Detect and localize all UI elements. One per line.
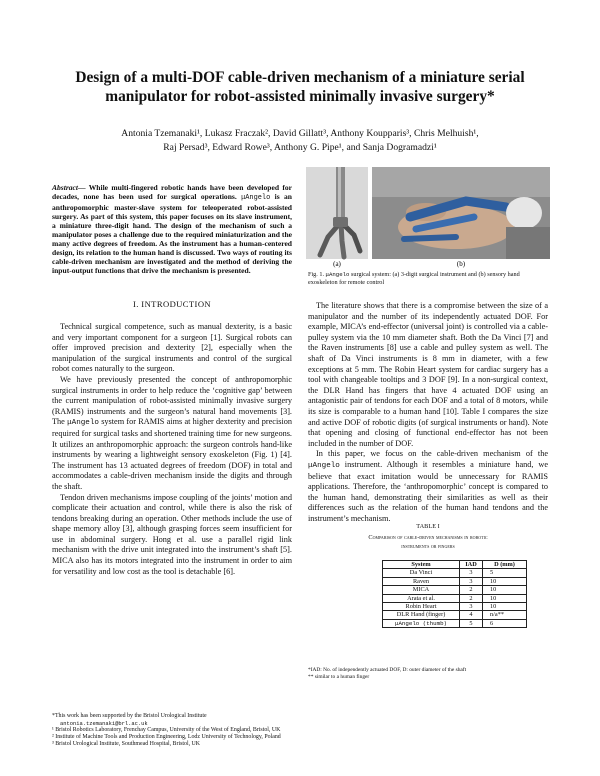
cell-system: MICA [383,586,460,594]
intro-paragraph-1: Technical surgical competence, such as manual dexterity, is a basic and very important component for a surgeon [1]. Surgical robots can offer improved precision and dexterity [2], especially when the manipulation of the surgical instruments and control of the surgical robot comes naturally to the surgeon. [52,322,292,374]
figure-label-a: (a) [333,260,341,268]
cell-diameter: 6 [483,619,527,627]
cell-iad: 5 [460,619,483,627]
cell-system: Arata et al. [383,594,460,602]
cell-iad: 3 [460,577,483,585]
table-header-row [383,561,527,569]
footnote-affiliation-1: ¹ Bristol Robotics Laboratory, Frenchay Campus, University of the West of England, Bristol, UK [52,727,281,734]
cell-iad: 2 [460,586,483,594]
header-iad: IAD [460,561,483,569]
paper-title: Design of a multi-DOF cable-driven mechanism of a miniature serial manipulator for robot-assisted minimally invasive surgery* [75,69,525,105]
abstract [52,183,292,275]
instrument-photo [306,167,368,259]
intro-paragraph-2 [52,375,292,493]
cell-diameter: 10 [483,577,527,585]
table-note-1: *IAD: No. of independently actuated DOF, D: outer diameter of the shaft [308,667,467,673]
abstract-label: Abstract [52,183,78,192]
header-system: System [383,561,460,569]
p5-text-b: instrument. Although it resembles a miniature hand, we believe that exact imitation would be unnecessary for RAMIS applications. Therefore, the ‘anthropomorphic’ concept is compared to the human hand, demonstrating their similarities as well as their differences such as the relation of the human hand tendons and the instrument’s mechanism. [308,459,548,523]
table-row [383,611,527,619]
cell-system: Raven [383,577,460,585]
left-column-body [52,322,292,577]
header-diameter: D (mm) [483,561,527,569]
figure-label-b: (b) [456,260,466,268]
cell-diameter: 5 [483,569,527,577]
table-title-line-1: Comparison of cable-driven mechanisms in robotic [368,533,488,541]
abstract-system-name: μAngelo [241,194,271,203]
exoskeleton-photo [372,167,550,259]
footnote-email: antonia.tzemanaki@brl.ac.uk [60,720,148,728]
cell-diameter: n/a** [483,611,527,619]
figure-1 [306,167,550,268]
table-row [383,569,527,577]
cell-system: Robin Heart [383,603,460,611]
authors-line-1: Antonia Tzemanaki¹, Lukasz Fraczak², David Gillatt³, Anthony Koupparis³, Chris Melhuish¹, [121,128,479,139]
section-heading-introduction: I. INTRODUCTION [132,299,212,309]
abstract-text-2: is an anthropomorphic master-slave system for teleoperated robot-assisted surgery. As part of this system, this paper focuses on its slave instrument, a miniature three-digit hand. The design of the mechanism of such a manipulator poses a challenge due to the required miniaturization and the many active degrees of freedom. As the instrument has a human-centered design, its relation to the human hand is discussed. Two ways of routing its cable-driven mechanism are investigated and the method of deriving the input-output functions that drive the mechanism is presented. [52,192,293,276]
comparison-table [382,560,527,628]
p2-text-a: We have previously presented the concept of anthropomorphic surgical instruments in order to help reduce the ‘cognitive gap’ between the current manipulation of robot-assisted minimally invasive surgery (RAMIS) instruments and the surgeon’s natural hand movements [3]. The [52,374,292,427]
cell-diameter: 10 [483,603,527,611]
table-notes [308,667,548,681]
footnote-funding: *This work has been supported by the Bristol Urological Institute [52,713,207,719]
caption-prefix: Fig. 1. [308,271,324,278]
intro-paragraph-3: Tendon driven mechanisms impose coupling of the joints’ motion and complicate their actuation and control, while there is also the risk of tendons breaking during an operation. Other methods include the use of shape memory alloy [3], although grasping forces seem insufficient for use in abdominal surgery. Hong et al. use a parallel rigid link mechanism with the drive unit integrated into the instrument’s shaft [5]. MICA also has its motors integrated into the instrument in order to aim for versatility and low cost as the tool is detachable [6]. [52,492,292,576]
abstract-text-1: — While multi-fingered robotic hands have been developed for decades, none has been used for surgical operations. [52,183,292,202]
table-1-caption [308,522,548,551]
table-row [383,586,527,594]
cell-diameter: 10 [483,586,527,594]
cell-iad: 4 [460,611,483,619]
table-note-2: ** similar to a human finger [308,674,370,680]
cell-system: μAngelo (thumb) [383,619,460,627]
footnotes [52,713,292,748]
cell-system: DLR Hand (finger) [383,611,460,619]
table-row [383,594,527,602]
caption-text: surgical system: (a) 3-digit surgical instrument and (b) sensory hand exoskeleton for remote control [308,271,520,286]
authors-line-2: Raj Persad³, Edward Rowe³, Anthony G. Pipe¹, and Sanja Dogramadzi¹ [163,142,437,153]
p2-text-b: system for RAMIS aims at higher dexterity and precision required for surgical tasks and shortened training time for new surgeons. It utilizes an anthropomorphic approach: the surgeon controls hand-like instruments by wearing a lightweight sensory exoskeleton (Fig. 1) [4]. The instrument has 13 actuated degrees of freedom (DOF) in total and accommodates a cable-driven mechanism inside the digits and through the shaft. [52,417,292,491]
caption-system-name: μAngelo [325,271,350,278]
author-list [40,127,560,155]
table-row [383,577,527,585]
p5-system-name: μAngelo [308,461,340,470]
intro-paragraph-5 [308,449,548,524]
right-column-body [308,301,548,524]
table-number: TABLE I [416,523,440,530]
p2-system-name: μAngelo [67,419,99,428]
table-row [383,603,527,611]
footnote-affiliation-2: ² Institute of Machine Tools and Production Engineering, Lodz University of Technology, Poland [52,734,281,741]
p5-text-a: In this paper, we focus on the cable-driven mechanism of the [316,449,548,459]
figure-1-photos [306,167,550,268]
cell-iad: 2 [460,594,483,602]
cell-iad: 3 [460,603,483,611]
table-row [383,619,527,627]
cell-iad: 3 [460,569,483,577]
cell-diameter: 10 [483,594,527,602]
footnote-affiliation-3: ³ Bristol Urological Institute, Southmead Hospital, Bristol, UK [52,741,201,748]
figure-1-caption [308,271,548,287]
intro-paragraph-4: The literature shows that there is a compromise between the size of a manipulator and the number of its independently actuated DOF. For example, MICA’s end-effector (universal joint) is controlled via a cable-pulley system via the 10 mm diameter shaft. Both the Da Vinci [7] and the Raven instruments [8] use a cable and pulley system as well. The shaft of Da Vinci instruments is 8 mm in diameter, with a few exceptions at 5 mm. The Robin Heart system for cardiac surgery has a tool with changeable tooltips and 3 DOF [9]. In a non-surgical context, the DLR Hand has fingers that have 4 actuated DOF using an antagonistic pair of tendons for each DOF and a total of 8 motors, while its size is comparable to a human hand [10]. Table I compares the size and active DOF of robotic digits (of surgical instruments or hand). Note that opening and closing of functional end-effector has not been included in the number of DOF. [308,301,548,448]
table-title-line-2: instruments or fingers [401,542,455,550]
cell-system: Da Vinci [383,569,460,577]
